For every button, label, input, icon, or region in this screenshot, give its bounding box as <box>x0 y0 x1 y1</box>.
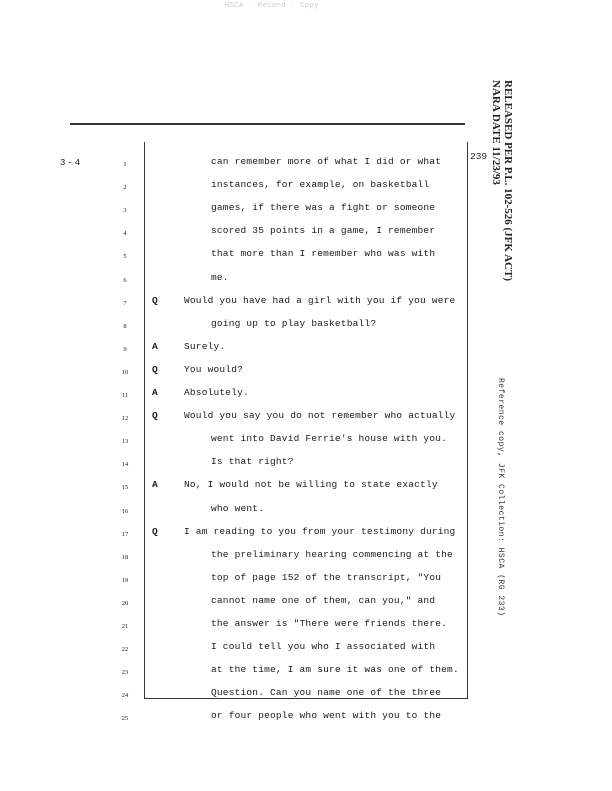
line-text: Question. Can you name one of the three <box>211 687 442 699</box>
transcript-line <box>0 569 612 592</box>
top-rule <box>70 123 465 125</box>
line-number: 14 <box>121 461 129 469</box>
transcript-line <box>0 453 612 476</box>
transcript-line <box>0 222 612 245</box>
line-number: 20 <box>121 599 129 607</box>
transcript-line <box>0 384 612 407</box>
line-number: 19 <box>121 576 129 584</box>
speaker-label: Q <box>152 525 158 537</box>
transcript-line <box>0 315 612 338</box>
transcript-line <box>0 523 612 546</box>
line-text: Absolutely. <box>184 387 249 398</box>
transcript-line <box>0 199 612 222</box>
line-number: 2 <box>123 184 127 192</box>
transcript-line <box>0 661 612 684</box>
line-number: 15 <box>121 484 129 492</box>
transcript-line <box>0 407 612 430</box>
line-text: I could tell you who I associated with <box>211 641 436 653</box>
transcript-line <box>0 638 612 661</box>
line-text: cannot name one of them, can you," and <box>211 594 436 606</box>
line-number: 25 <box>121 715 129 723</box>
side-note: Reference copy, JFK Collection: HSCA (RG 233) <box>496 378 505 617</box>
speaker-label: Q <box>152 363 158 375</box>
line-number: 8 <box>123 322 127 330</box>
line-number: 13 <box>121 438 129 446</box>
line-number: 22 <box>121 646 129 654</box>
transcript-line <box>0 546 612 569</box>
line-text: who went. <box>211 502 265 514</box>
transcript-line <box>0 153 612 176</box>
line-text: I am reading to you from your testimony during <box>184 525 456 537</box>
line-number: 21 <box>121 623 129 630</box>
speaker-label: Q <box>152 410 158 422</box>
line-text: Would you say you do not remember who actually <box>184 410 456 422</box>
speaker-label: A <box>152 479 158 491</box>
line-text: Would you have had a girl with you if you were <box>184 294 456 306</box>
speaker-label: Q <box>152 294 158 306</box>
line-text: or four people who went with you to the <box>211 710 442 722</box>
line-text: went into David Ferrie's house with you. <box>211 433 448 445</box>
line-text: the preliminary hearing commencing at the <box>211 548 453 560</box>
line-number: 24 <box>121 692 129 700</box>
transcript-line <box>0 707 612 730</box>
line-text: at the time, I am sure it was one of them. <box>211 664 459 676</box>
transcript-line <box>0 430 612 453</box>
transcript-line <box>0 684 612 707</box>
line-text: me. <box>211 271 229 283</box>
transcript-line <box>0 269 612 292</box>
transcript-line <box>0 500 612 523</box>
line-text: scored 35 points in a game, I remember <box>211 225 436 237</box>
line-text: games, if there was a fight or someone <box>211 202 436 214</box>
transcript-line <box>0 592 612 615</box>
speaker-label: A <box>152 340 158 352</box>
tab-mark: 3-4 <box>60 158 83 168</box>
line-number: 10 <box>121 368 129 376</box>
line-text: You would? <box>184 363 244 375</box>
line-number: 9 <box>123 345 127 353</box>
line-text: the answer is "There were friends there. <box>211 618 448 629</box>
transcript-line <box>0 476 612 499</box>
line-number: 4 <box>123 230 127 238</box>
transcript-line <box>0 615 612 638</box>
line-number: 16 <box>121 507 129 515</box>
line-text: No, I would not be willing to state exactly <box>184 479 438 491</box>
speaker-label: A <box>152 387 158 398</box>
line-text: can remember more of what I did or what <box>211 156 442 167</box>
line-number: 11 <box>121 392 129 399</box>
line-number: 17 <box>121 530 129 538</box>
line-number: 18 <box>121 553 129 561</box>
line-text: instances, for example, on basketball <box>211 179 430 191</box>
line-number: 7 <box>123 299 127 307</box>
transcript-line <box>0 245 612 268</box>
release-stamp-line2: NARA DATE 11/23/93 <box>490 80 502 185</box>
line-number: 6 <box>123 276 127 284</box>
faint-header-text: HSCA · Record · Copy <box>225 2 320 10</box>
page-number: 239 <box>470 151 488 162</box>
line-text: Is that right? <box>211 456 294 468</box>
transcript-line <box>0 292 612 315</box>
line-number: 12 <box>121 415 129 423</box>
transcript-line <box>0 338 612 361</box>
transcript-line <box>0 176 612 199</box>
line-text: that more than I remember who was with <box>211 248 436 260</box>
line-text: Surely. <box>184 340 226 352</box>
line-text: going up to play basketball? <box>211 317 377 329</box>
line-number: 3 <box>123 207 127 215</box>
line-text: top of page 152 of the transcript, "You <box>211 571 442 583</box>
release-stamp-line1: RELEASED PER P.L. 102-526 (JFK ACT) <box>502 80 514 281</box>
line-number: 1 <box>123 161 127 168</box>
line-number: 23 <box>121 669 129 677</box>
transcript-line <box>0 361 612 384</box>
line-number: 5 <box>123 253 127 261</box>
